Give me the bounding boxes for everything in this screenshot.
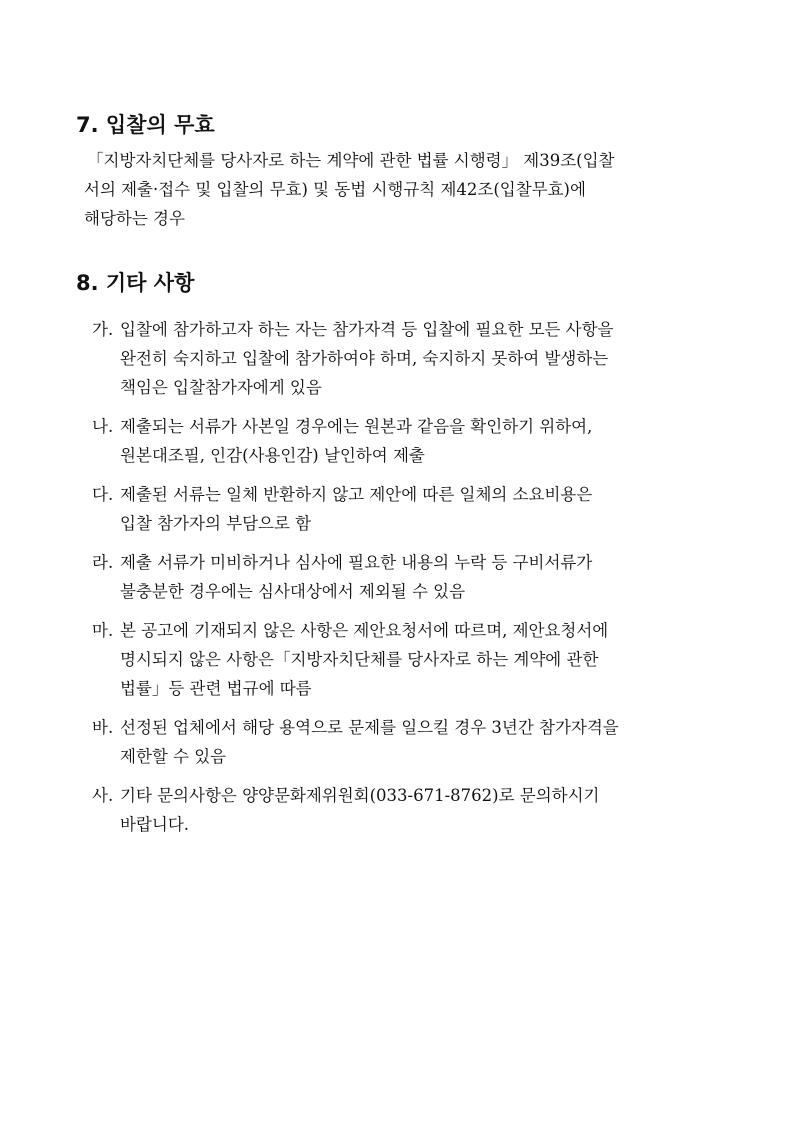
section-8-title: 8. 기타 사항 [76, 271, 195, 295]
list-item [92, 480, 742, 538]
item-line: 입찰 참가자의 부담으로 함 [120, 514, 312, 533]
item-marker: 바. [92, 718, 114, 737]
item-marker: 마. [92, 621, 114, 640]
list-item [92, 713, 742, 771]
section-7-line: 해당하는 경우 [84, 209, 185, 228]
item-line: 바랍니다. [120, 815, 190, 834]
list-item [92, 548, 742, 606]
list-item [92, 781, 742, 839]
item-line: 제출 서류가 미비하거나 심사에 필요한 내용의 누락 등 구비서류가 [120, 553, 593, 572]
section-7-line: 「지방자치단체를 당사자로 하는 계약에 관한 법률 시행령」 제39조(입찰 [87, 151, 615, 170]
item-line: 불충분한 경우에는 심사대상에서 제외될 수 있음 [120, 582, 466, 601]
item-marker: 다. [92, 485, 114, 504]
list-item [92, 412, 742, 470]
item-line: 법률」등 관련 법규에 따름 [120, 679, 312, 698]
item-line: 원본대조필, 인감(사용인감) 날인하여 제출 [120, 446, 425, 465]
item-line: 완전히 숙지하고 입찰에 참가하여야 하며, 숙지하지 못하여 발생하는 [120, 349, 609, 368]
item-line: 입찰에 참가하고자 하는 자는 참가자격 등 입찰에 필요한 모든 사항을 [120, 320, 614, 339]
item-line: 선정된 업체에서 해당 용역으로 문제를 일으킬 경우 3년간 참가자격을 [120, 718, 619, 737]
item-line: 제출되는 서류가 사본일 경우에는 원본과 같음을 확인하기 위하여, [120, 417, 593, 436]
item-line: 책임은 입찰참가자에게 있음 [120, 378, 322, 397]
item-marker: 가. [92, 320, 114, 339]
item-line: 제출된 서류는 일체 반환하지 않고 제안에 따른 일체의 소요비용은 [120, 485, 593, 504]
section-7-title: 7. 입찰의 무효 [76, 113, 215, 137]
item-marker: 라. [92, 553, 114, 572]
item-line: 본 공고에 기재되지 않은 사항은 제안요청서에 따르며, 제안요청서에 [120, 621, 609, 640]
section-8-item-list [92, 315, 742, 849]
item-marker: 나. [92, 417, 114, 436]
list-item [92, 315, 742, 402]
list-item [92, 616, 742, 703]
item-marker: 사. [92, 786, 114, 805]
item-line: 제한할 수 있음 [120, 747, 227, 766]
item-line: 명시되지 않은 사항은「지방자치단체를 당사자로 하는 계약에 관한 [120, 650, 599, 669]
item-line: 기타 문의사항은 양양문화제위원회(033-671-8762)로 문의하시기 [120, 786, 600, 805]
section-7-line: 서의 제출·접수 및 입찰의 무효) 및 동법 시행규칙 제42조(입찰무효)에 [84, 180, 586, 199]
section-7-paragraph [84, 146, 734, 233]
